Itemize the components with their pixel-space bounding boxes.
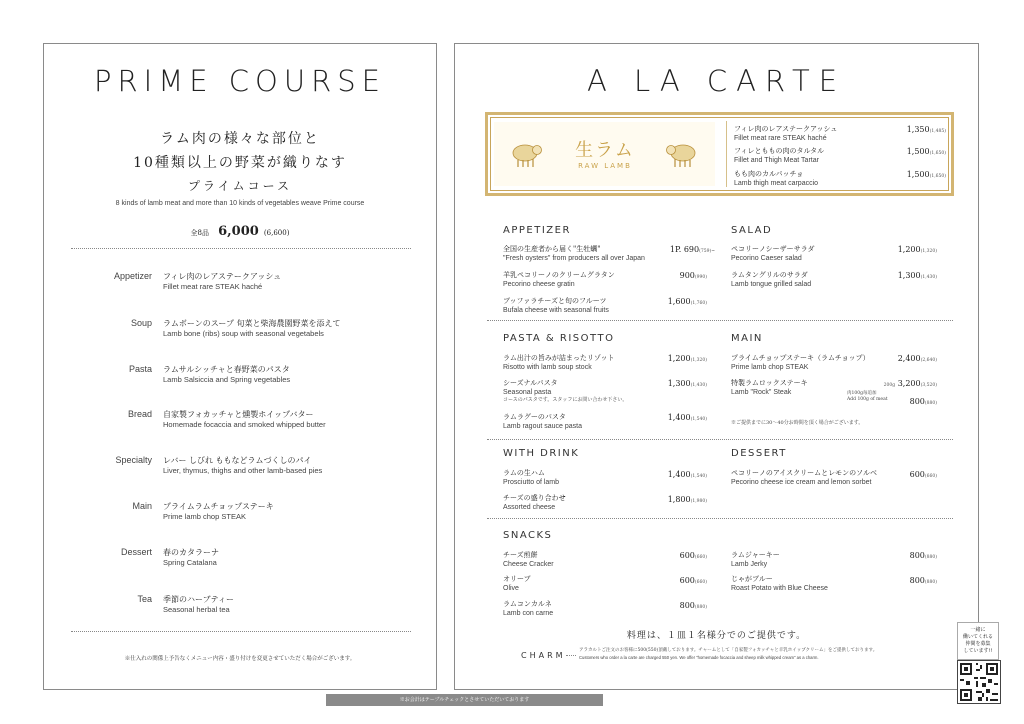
price-tax: (1,980) bbox=[690, 499, 707, 504]
course-name-en: Liver, thymus, thighs and other lamb-based pies bbox=[163, 466, 323, 475]
item-name-jp: ラムの生ハム bbox=[503, 469, 545, 477]
item-price bbox=[886, 125, 946, 134]
item-name-en: Risotto with lamb soup stock bbox=[503, 364, 592, 371]
course-name-en: Spring Catalana bbox=[163, 558, 217, 567]
item-price bbox=[635, 379, 707, 388]
prime-price: 6,000 bbox=[218, 224, 259, 239]
course-row bbox=[44, 318, 438, 354]
section-title-main: MAIN bbox=[731, 333, 763, 344]
course-category: Appetizer bbox=[113, 271, 152, 281]
item-price bbox=[885, 551, 937, 560]
price-tax: (1,650) bbox=[929, 151, 946, 156]
course-name-jp: プライムラムチョップステーキ bbox=[163, 502, 274, 511]
raw-lamb-jp: 生ラム bbox=[575, 140, 635, 161]
item-name-en: Fillet and Thigh Meat Tartar bbox=[734, 157, 819, 164]
recruit-line: 仲間を募集 bbox=[965, 641, 991, 647]
course-category: Soup bbox=[130, 318, 152, 328]
menu-item bbox=[734, 146, 824, 164]
item-name-jp: オリーブ bbox=[503, 575, 531, 583]
item-name-jp: チーズの盛り合わせ bbox=[503, 494, 566, 502]
sheep-right-icon bbox=[664, 140, 700, 168]
item-name-en: Lamb con carne bbox=[503, 610, 554, 617]
raw-lamb-badge bbox=[494, 122, 715, 186]
a-la-carte-title: A LA CARTE bbox=[586, 64, 847, 98]
divider bbox=[487, 518, 953, 519]
item-price bbox=[655, 601, 707, 610]
menu-item bbox=[503, 353, 615, 371]
price-tax: (3,520) bbox=[920, 383, 937, 388]
section-title-snacks: SNACKS bbox=[503, 530, 553, 541]
item-name-jp: ラムコンカルネ bbox=[503, 600, 552, 608]
seasonal-pasta-note: コースのパスタです。スタッフにお問い合わせ下さい。 bbox=[503, 397, 628, 403]
item-price bbox=[635, 271, 707, 280]
price-value: 1,400 bbox=[667, 470, 691, 479]
price-value: 1,500 bbox=[906, 170, 930, 179]
item-name-en: Prime lamb chop STEAK bbox=[731, 364, 809, 371]
item-name-en: Fillet meat rare STEAK haché bbox=[734, 135, 827, 142]
course-category: Pasta bbox=[128, 364, 152, 374]
price-value: 3,200 bbox=[897, 379, 921, 388]
price-tax: (1,430) bbox=[690, 383, 707, 388]
menu-item bbox=[503, 574, 531, 592]
price-tax: (759)~ bbox=[699, 249, 715, 254]
raw-lamb-frame bbox=[485, 112, 954, 196]
course-row bbox=[44, 455, 438, 491]
price-value: 1,600 bbox=[667, 297, 691, 306]
price-value: 1,200 bbox=[667, 354, 691, 363]
prime-heading-line3: プライムコース bbox=[187, 179, 293, 193]
price-value: 900 bbox=[679, 271, 695, 280]
price-value: 1,400 bbox=[667, 413, 691, 422]
divider bbox=[487, 320, 953, 321]
item-price bbox=[635, 495, 707, 504]
item-name-en: Pecorino Caeser salad bbox=[731, 255, 802, 262]
item-name-en: Lamb "Rock" Steak bbox=[731, 389, 792, 396]
item-name-jp: じゃがブルー bbox=[731, 575, 773, 583]
recruit-line: しています!! bbox=[963, 648, 993, 654]
price-tax: (880) bbox=[694, 605, 707, 610]
qr-code-icon[interactable] bbox=[957, 660, 1001, 704]
prime-count-label: 全8品 bbox=[190, 229, 210, 237]
menu-item bbox=[503, 378, 558, 396]
price-tax: (880) bbox=[924, 401, 937, 406]
section-title-pasta: PASTA & RISOTTO bbox=[503, 333, 615, 344]
item-name-jp: ラムジャーキー bbox=[731, 551, 780, 559]
item-name-jp: シーズナルパスタ bbox=[503, 379, 558, 387]
item-name-en: Assorted cheese bbox=[503, 504, 556, 511]
prime-heading-line1: ラム肉の様々な部位と bbox=[160, 131, 320, 147]
course-row bbox=[44, 271, 438, 307]
item-name-en: Prosciutto of lamb bbox=[503, 479, 560, 486]
item-price bbox=[635, 470, 707, 479]
item-price bbox=[885, 576, 937, 585]
course-name-en: Lamb Salsiccia and Spring vegetables bbox=[163, 375, 291, 384]
course-row bbox=[44, 501, 438, 537]
price-tax: (880) bbox=[924, 580, 937, 585]
menu-item bbox=[734, 124, 837, 142]
sheep-left-icon bbox=[508, 140, 544, 168]
price-tax: (1,650) bbox=[929, 174, 946, 179]
course-category: Main bbox=[132, 501, 152, 511]
course-category: Specialty bbox=[115, 455, 152, 465]
charm-leader bbox=[566, 655, 576, 656]
menu-item bbox=[503, 550, 554, 568]
menu-item bbox=[731, 270, 811, 288]
course-name-en: Lamb bone (ribs) soup with seasonal vegetabels bbox=[163, 329, 324, 338]
price-value: 1,200 bbox=[897, 245, 921, 254]
section-title-with-drink: WITH DRINK bbox=[503, 448, 580, 459]
item-price bbox=[865, 271, 937, 280]
price-tax: (1,540) bbox=[690, 417, 707, 422]
price-value: 1,300 bbox=[667, 379, 691, 388]
course-name-en: Fillet meat rare STEAK haché bbox=[163, 282, 263, 291]
charm-jp: アラカルトご注文のお客様に500(550)頂戴しております。チャームとして「自家製フォカッチャと羊乳ホイップクリーム」をご提供しております。 bbox=[579, 648, 878, 653]
price-tax: (1,320) bbox=[920, 249, 937, 254]
per-person-note: 料理は、１皿１名様分でのご提供です。 bbox=[626, 631, 807, 641]
item-price bbox=[655, 576, 707, 585]
menu-item bbox=[503, 599, 553, 617]
price-value: 1,500 bbox=[906, 147, 930, 156]
menu-item bbox=[731, 378, 808, 396]
price-tax: (880) bbox=[924, 555, 937, 560]
item-name-jp: チーズ煎餅 bbox=[503, 551, 538, 559]
menu-item bbox=[503, 270, 615, 288]
item-name-en: Lamb Jerky bbox=[731, 561, 768, 568]
prime-course-title: PRIME COURSE bbox=[94, 64, 386, 98]
item-price bbox=[886, 147, 946, 156]
extra-meat-en: Add 100g of meat bbox=[847, 397, 888, 402]
item-name-en: Lamb ragout sauce pasta bbox=[503, 423, 582, 430]
item-name-jp: ペコリーノシーザーサラダ bbox=[731, 245, 815, 253]
charm-label: CHARM bbox=[521, 651, 566, 660]
course-name-jp: 季節のハーブティー bbox=[163, 595, 234, 604]
price-tax: (990) bbox=[694, 275, 707, 280]
divider bbox=[726, 121, 727, 187]
menu-item bbox=[503, 412, 582, 430]
item-price bbox=[895, 470, 937, 479]
extra-meat-jp: 肉100g毎追加 bbox=[847, 391, 877, 396]
menu-item bbox=[503, 244, 645, 262]
prime-price-line bbox=[44, 220, 436, 239]
price-value: 600 bbox=[679, 576, 695, 585]
price-value: 600 bbox=[909, 470, 925, 479]
course-category: Bread bbox=[127, 409, 152, 419]
price-tax: (1,540) bbox=[690, 474, 707, 479]
item-name-en: Cheese Cracker bbox=[503, 561, 554, 568]
menu-item bbox=[731, 574, 828, 592]
menu-item bbox=[731, 550, 780, 568]
item-price bbox=[845, 379, 937, 388]
a-la-carte-panel bbox=[454, 43, 979, 690]
price-value: 1,350 bbox=[906, 125, 930, 134]
item-name-jp: 特製ラムロックステーキ bbox=[731, 379, 808, 387]
price-tax: (1,320) bbox=[690, 358, 707, 363]
course-row bbox=[44, 409, 438, 445]
price-value: 800 bbox=[909, 397, 925, 406]
item-price bbox=[635, 354, 707, 363]
item-name-en: Lamb thigh meat carpaccio bbox=[734, 180, 819, 187]
prime-heading-line2: 10種類以上の野菜が織りなす bbox=[133, 155, 347, 171]
item-name-jp: ラム出汁の旨みが詰まったリゾット bbox=[503, 354, 615, 362]
section-title-salad: SALAD bbox=[731, 225, 773, 236]
item-price bbox=[635, 413, 707, 422]
item-name-jp: プライムチョップステーキ（ラムチョップ） bbox=[731, 354, 870, 362]
course-category: Tea bbox=[137, 594, 152, 604]
prime-course-panel bbox=[43, 43, 437, 690]
raw-lamb-en: RAW LAMB bbox=[578, 162, 632, 170]
menu-item bbox=[731, 468, 877, 486]
item-price bbox=[635, 245, 715, 254]
price-value: 2,400 bbox=[897, 354, 921, 363]
price-weight: 200g bbox=[883, 383, 896, 388]
charm-en: Customers who order a la carte are charged 550 yen. We offer "homemade focaccia and sheep milk whipped cream" as a charm. bbox=[579, 655, 819, 660]
price-tax: (1,760) bbox=[690, 301, 707, 306]
item-name-jp: フィレ肉のレアステークアッシュ bbox=[734, 125, 838, 133]
course-row bbox=[44, 364, 438, 400]
item-name-jp: 全国の生産者から届く"生牡蠣" bbox=[503, 245, 601, 253]
price-tax: (1,485) bbox=[929, 129, 946, 134]
item-name-en: "Fresh oysters" from producers all over Japan bbox=[503, 255, 645, 262]
course-row bbox=[44, 594, 438, 630]
section-title-appetizer: APPETIZER bbox=[503, 225, 571, 236]
course-name-jp: ラムサルシッチャと春野菜のパスタ bbox=[163, 365, 290, 374]
item-name-en: Olive bbox=[503, 585, 519, 592]
menu-item bbox=[731, 353, 870, 371]
course-name-en: Homemade focaccia and smoked whipped butter bbox=[163, 420, 326, 429]
menu-item bbox=[734, 169, 818, 187]
item-name-en: Lamb tongue grilled salad bbox=[731, 281, 812, 288]
price-value: 600 bbox=[679, 551, 695, 560]
item-name-jp: ペコリーノのアイスクリームとレモンのソルベ bbox=[731, 469, 878, 477]
recruit-line: 一緒に bbox=[970, 627, 986, 633]
price-tax: (660) bbox=[694, 580, 707, 585]
menu-item bbox=[503, 493, 566, 511]
price-tax: (660) bbox=[924, 474, 937, 479]
prime-footnote: ※仕入れの関係上予告なくメニュー内容・盛り付けを変更させていただく場合がございます。 bbox=[124, 656, 356, 662]
course-name-en: Prime lamb chop STEAK bbox=[163, 512, 246, 521]
course-name-jp: フィレ肉のレアステークアッシュ bbox=[163, 272, 282, 281]
item-price bbox=[865, 245, 937, 254]
item-name-jp: ブッファラチーズと旬のフルーツ bbox=[503, 297, 607, 305]
course-name-jp: 春のカタラーナ bbox=[163, 548, 219, 557]
price-tax: (660) bbox=[694, 555, 707, 560]
item-name-jp: もも肉のカルパッチョ bbox=[734, 170, 804, 178]
item-name-en: Pecorino cheese ice cream and lemon sorbet bbox=[731, 479, 872, 486]
item-price bbox=[635, 297, 707, 306]
menu-item bbox=[731, 244, 815, 262]
item-name-en: Roast Potato with Blue Cheese bbox=[731, 585, 828, 592]
price-tax: (2,640) bbox=[920, 358, 937, 363]
course-name-en: Seasonal herbal tea bbox=[163, 605, 230, 614]
menu-item bbox=[503, 468, 559, 486]
course-name-jp: ラムボーンのスープ 旬菜と柴海農園野菜を添えて bbox=[163, 319, 341, 328]
recruit-line: 働いてくれる bbox=[962, 634, 993, 640]
item-name-jp: フィレとももの肉のタルタル bbox=[734, 147, 825, 155]
price-value: 1,300 bbox=[897, 271, 921, 280]
item-price bbox=[655, 551, 707, 560]
price-value: 1,800 bbox=[667, 495, 691, 504]
section-title-dessert: DESSERT bbox=[731, 448, 787, 459]
price-tax: (1,430) bbox=[920, 275, 937, 280]
item-name-jp: ラムラグーのパスタ bbox=[503, 413, 566, 421]
bottom-notice-bar: ※お会計はテーブルチェックとさせていただいております bbox=[326, 694, 603, 706]
item-name-en: Seasonal pasta bbox=[503, 389, 552, 396]
course-name-jp: 自家製フォカッチャと燻製ホイップバター bbox=[163, 410, 314, 419]
price-value: 800 bbox=[909, 576, 925, 585]
item-name-jp: 羊乳ペコリーノのクリームグラタン bbox=[503, 271, 615, 279]
prime-subtitle-en: 8 kinds of lamb meat and more than 10 kinds of vegetables weave Prime course bbox=[115, 200, 365, 207]
item-name-jp: ラムタングリルのサラダ bbox=[731, 271, 808, 279]
menu-item bbox=[503, 296, 609, 314]
divider bbox=[487, 439, 953, 440]
divider bbox=[71, 631, 411, 632]
prime-price-tax: (6,600) bbox=[263, 229, 290, 237]
item-price bbox=[875, 397, 937, 406]
main-note: ※ご提供までに30〜40分お時間を頂く場合がございます。 bbox=[731, 420, 864, 426]
item-name-en: Pecorino cheese gratin bbox=[503, 281, 575, 288]
price-value: 1P. 690 bbox=[669, 245, 700, 254]
course-category: Dessert bbox=[120, 547, 152, 557]
course-name-jp: レバー しびれ ももなどラムづくしのパイ bbox=[163, 456, 312, 465]
price-value: 800 bbox=[679, 601, 695, 610]
course-row bbox=[44, 547, 438, 583]
divider bbox=[71, 248, 411, 249]
price-value: 800 bbox=[909, 551, 925, 560]
item-name-en: Bufala cheese with seasonal fruits bbox=[503, 307, 609, 314]
item-price bbox=[865, 354, 937, 363]
item-price bbox=[886, 170, 946, 179]
recruit-box bbox=[957, 622, 999, 660]
